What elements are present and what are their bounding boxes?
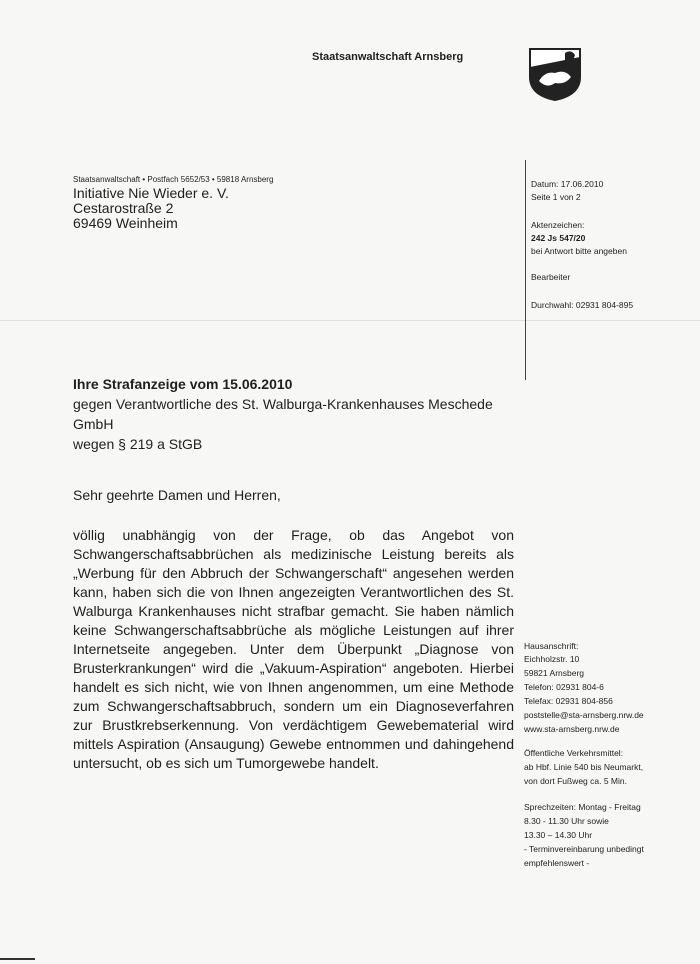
address-street: Eichholzstr. 10 xyxy=(524,654,580,664)
recipient-street: Cestarostraße 2 xyxy=(73,200,174,216)
page-count: Seite 1 von 2 xyxy=(531,192,581,202)
margin-rule xyxy=(525,160,526,380)
paper-fold-line xyxy=(0,320,700,321)
sender-return-address: Staatsanwaltschaft • Postfach 5652/53 • 59818 Arnsberg xyxy=(73,175,274,184)
subject-line: GmbH xyxy=(73,416,114,432)
address-city: 59821 Arnsberg xyxy=(524,668,585,678)
hours-label: Sprechzeiten: Montag - Freitag xyxy=(524,802,641,812)
hours-note: empfehlenswert - xyxy=(524,858,590,868)
reference-note: bei Antwort bitte angeben xyxy=(531,246,627,256)
extension-line: Durchwahl: 02931 804-895 xyxy=(531,300,634,310)
reference-label: Aktenzeichen: xyxy=(531,220,585,230)
recipient-name: Initiative Nie Wieder e. V. xyxy=(73,185,229,201)
transit-line: ab Hbf. Linie 540 bis Neumarkt, xyxy=(524,762,644,772)
website: www.sta-arnsberg.nrw.de xyxy=(524,724,620,734)
reference-number: 242 Js 547/20 xyxy=(531,233,586,243)
recipient-city: 69469 Weinheim xyxy=(73,215,178,231)
fax-number: Telefax: 02931 804-856 xyxy=(524,696,613,706)
subject-line: gegen Verantwortliche des St. Walburga-Krankenhauses Meschede xyxy=(73,396,493,412)
hours-line: 13.30 – 14.30 Uhr xyxy=(524,830,593,840)
punch-mark xyxy=(0,958,35,960)
nrw-coat-of-arms-icon xyxy=(525,47,585,101)
salutation: Sehr geehrte Damen und Herren, xyxy=(73,487,281,503)
phone-number: Telefon: 02931 804-6 xyxy=(524,682,604,692)
address-label: Hausanschrift: xyxy=(524,641,579,651)
authority-header: Staatsanwaltschaft Arnsberg xyxy=(312,51,464,63)
subject-block xyxy=(73,374,493,454)
hours-line: 8.30 - 11.30 Uhr sowie xyxy=(524,816,609,826)
subject-line: wegen § 219 a StGB xyxy=(73,436,203,452)
recipient-address xyxy=(73,186,229,231)
transit-line: von dort Fußweg ca. 5 Min. xyxy=(524,776,627,786)
handler-label: Bearbeiter xyxy=(531,272,571,282)
hours-note: - Terminvereinbarung unbedingt xyxy=(524,844,644,854)
letter-body: völlig unabhängig von der Frage, ob das Angebot von Schwangerschaftsabbrüchen als medizinische Leistung bereits als „Werbung für den Abbruch der Schwangerschaft“ angesehen werden kann, haben sich die von Ihnen angezeigten Verantwortlichen des St. Walburga Krankenhauses nicht strafbar gemacht. Sie haben nämlich keine Schwangerschaftsabbrüche als mögliche Leistungen auf ihrer Internetseite angegeben. Unter dem Überpunkt „Diagnose von Brusterkrankungen“ wird die „Vakuum-Aspiration“ angeboten. Hierbei handelt es sich nicht, wie von Ihnen angenommen, um eine Methode zum Schwangerschaftsabbruch, sondern um ein Diagnoseverfahren zur Brustkrebserkennung. Von verdächtigem Gewebematerial wird mittels Aspiration (Ansaugung) Gewebe entnommen und dahingehend untersucht, ob es sich um Tumorgewebe handelt. xyxy=(73,527,514,771)
transit-label: Öffentliche Verkehrsmittel: xyxy=(524,748,624,758)
date-line: Datum: 17.06.2010 xyxy=(531,179,604,189)
email-address: poststelle@sta-arnsberg.nrw.de xyxy=(524,710,644,720)
subject-title: Ihre Strafanzeige vom 15.06.2010 xyxy=(73,376,293,392)
